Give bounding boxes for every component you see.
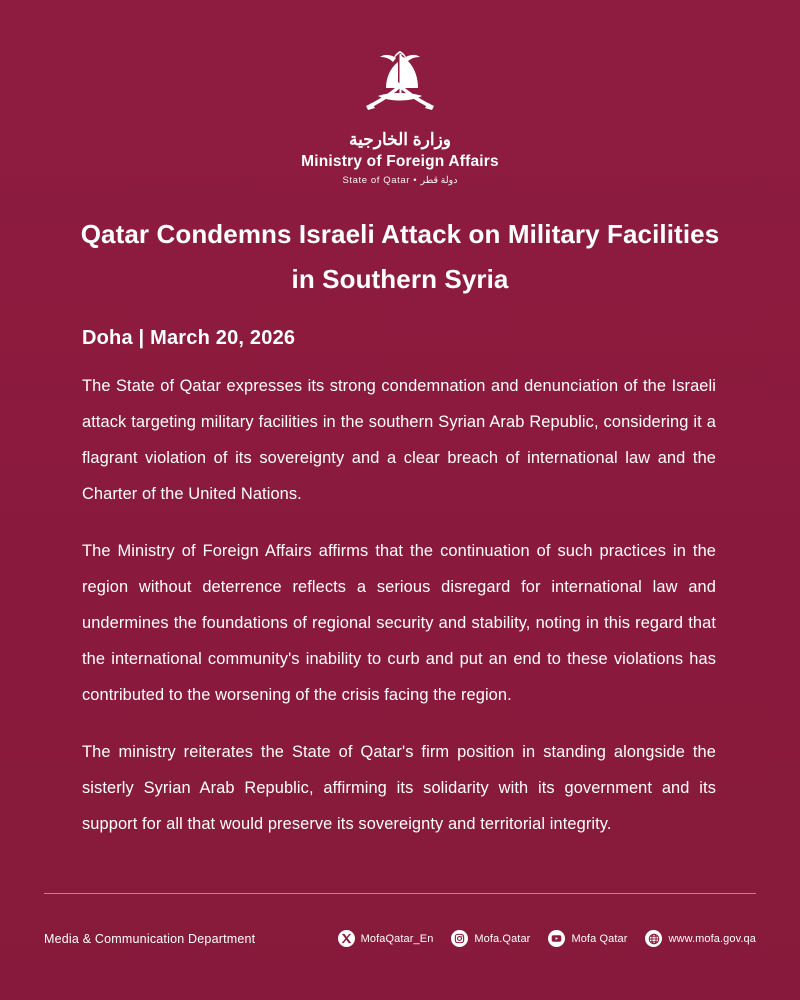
ministry-name-arabic: وزارة الخارجية <box>349 130 451 149</box>
social-handle: Mofa.Qatar <box>474 932 531 945</box>
youtube-icon <box>548 930 565 947</box>
social-handle: Mofa Qatar <box>571 932 628 945</box>
social-links <box>338 930 756 947</box>
department-label: Media & Communication Department <box>44 931 256 946</box>
social-link-website[interactable] <box>645 930 756 947</box>
instagram-icon <box>451 930 468 947</box>
footer-divider <box>44 893 756 894</box>
page-footer <box>44 930 756 947</box>
x-twitter-icon <box>338 930 355 947</box>
social-link-x[interactable] <box>338 930 434 947</box>
qatar-emblem-icon <box>352 48 448 122</box>
page-title: Qatar Condemns Israeli Attack on Military Facilities in Southern Syria <box>80 219 720 294</box>
state-of-qatar-line: State of Qatar • دولة قطر <box>342 175 458 186</box>
dateline: Doha | March 20, 2026 <box>82 327 296 350</box>
paragraph: The State of Qatar expresses its strong condemnation and denunciation of the Israeli attack targeting military facilities in the southern Syrian Arab Republic, considering it a flagrant violation of its sovereignty and a clear breach of international law and the Charter of the United Nations. <box>82 377 716 504</box>
statement-body <box>82 368 716 842</box>
ministry-name-english: Ministry of Foreign Affairs <box>301 153 499 170</box>
social-handle: www.mofa.gov.qa <box>668 932 756 945</box>
social-link-youtube[interactable] <box>548 930 627 947</box>
paragraph: The ministry reiterates the State of Qatar's firm position in standing alongside the sisterly Syrian Arab Republic, affirming its solidarity with its government and its support for all that would preserve its sovereignty and territorial integrity. <box>82 743 716 834</box>
social-handle: MofaQatar_En <box>360 932 434 945</box>
social-link-instagram[interactable] <box>451 930 530 947</box>
paragraph: The Ministry of Foreign Affairs affirms that the continuation of such practices in the region without deterrence reflects a serious disregard for international law and undermines the foundations of regional security and stability, noting in this regard that the international community's inability to curb and put an end to these violations has contributed to the worsening of the crisis facing the region. <box>82 542 716 705</box>
ministry-logo-block <box>0 0 800 186</box>
globe-icon <box>645 930 662 947</box>
